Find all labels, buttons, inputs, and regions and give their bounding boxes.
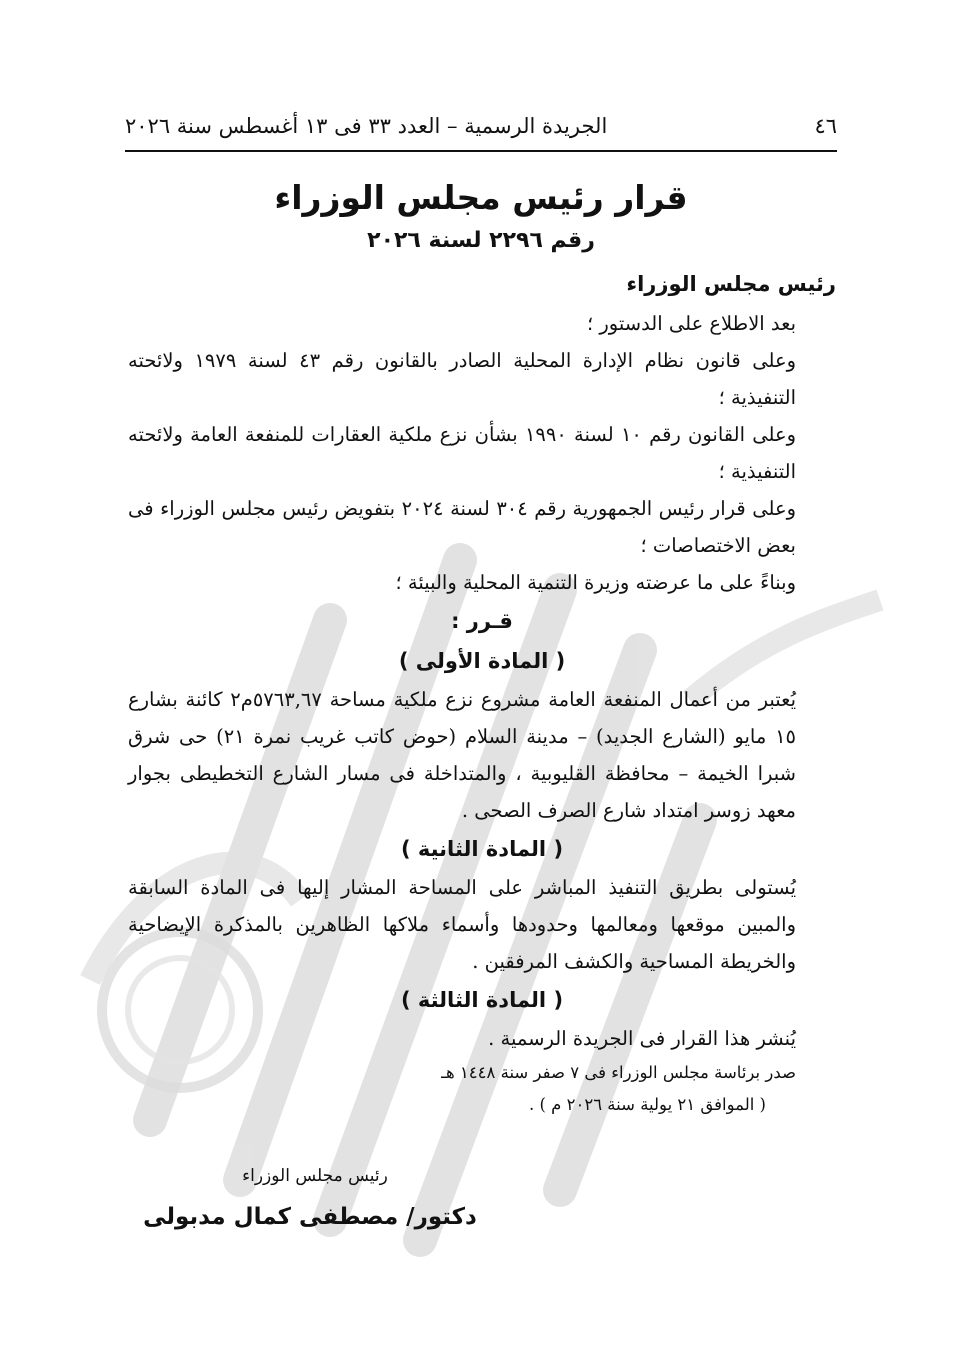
article-3-heading: ( المادة الثالثة ) (400, 988, 564, 1012)
preamble-line: وعلى قانون نظام الإدارة المحلية الصادر بالقانون رقم ٤٣ لسنة ١٩٧٩ ولائحته التنفيذية ؛ (128, 349, 797, 409)
decree-body (128, 266, 836, 1121)
page-number: ٤٦ (814, 114, 837, 138)
preamble-line: وبناءً على ما عرضته وزيرة التنمية المحلية والبيئة ؛ (395, 571, 796, 594)
running-title: الجريدة الرسمية – العدد ٣٣ فى ١٣ أغسطس سنة ٢٠٢٦ (125, 114, 608, 138)
page-header (125, 108, 837, 144)
preamble-line: وعلى قرار رئيس الجمهورية رقم ٣٠٤ لسنة ٢٠٢٤ بتفويض رئيس مجلس الوزراء فى بعض الاختصاصات ؛ (128, 497, 796, 557)
signature-name: دكتور/ مصطفى كمال مدبولى (143, 1204, 477, 1230)
preamble-line: وعلى القانون رقم ١٠ لسنة ١٩٩٠ بشأن نزع ملكية العقارات للمنفعة العامة ولائحته التنفيذية ؛ (128, 423, 796, 483)
preamble-heading: رئيس مجلس الوزراء (626, 272, 836, 296)
article-3-text: يُنشر هذا القرار فى الجريدة الرسمية . (488, 1027, 796, 1050)
decree-title: قرار رئيس مجلس الوزراء (274, 178, 688, 217)
preamble-line: بعد الاطلاع على الدستور ؛ (586, 312, 796, 335)
article-2-heading: ( المادة الثانية ) (400, 837, 564, 861)
signature-title: رئيس مجلس الوزراء (242, 1166, 388, 1186)
decided-heading: قـرر : (451, 609, 513, 633)
article-1-heading: ( المادة الأولى ) (398, 649, 566, 673)
issued-line-1: صدر برئاسة مجلس الوزراء فى ٧ صفر سنة ١٤٤٨ هـ (441, 1063, 796, 1082)
article-2-text: يُستولى بطريق التنفيذ المباشر على المساحة المشار إليها فى المادة السابقة والمبين موقعها ومعالمها وحدودها وأسماء ملاكها الظاهرين بالمذكرة الإيضاحية والخريطة المساحية والكشف المرفقين . (128, 876, 796, 973)
issued-line-2: ( الموافق ٢١ يولية سنة ٢٠٢٦ م ) . (528, 1095, 766, 1114)
article-1-text: يُعتبر من أعمال المنفعة العامة مشروع نزع ملكية مساحة ٥٧٦٣,٦٧م٢ كائنة بشارع ١٥ مايو (الشارع الجديد) – مدينة السلام (حوض كاتب غريب نمرة ٢١) حى شرق شبرا الخيمة – محافظة القليوبية ، والمتداخلة فى مسار الشارع التخطيطى بجوار معهد زوسر امتداد شارع الصرف الصحى . (128, 688, 797, 822)
header-divider (125, 150, 837, 152)
decree-number: رقم ٢٢٩٦ لسنة ٢٠٢٦ (367, 228, 595, 253)
